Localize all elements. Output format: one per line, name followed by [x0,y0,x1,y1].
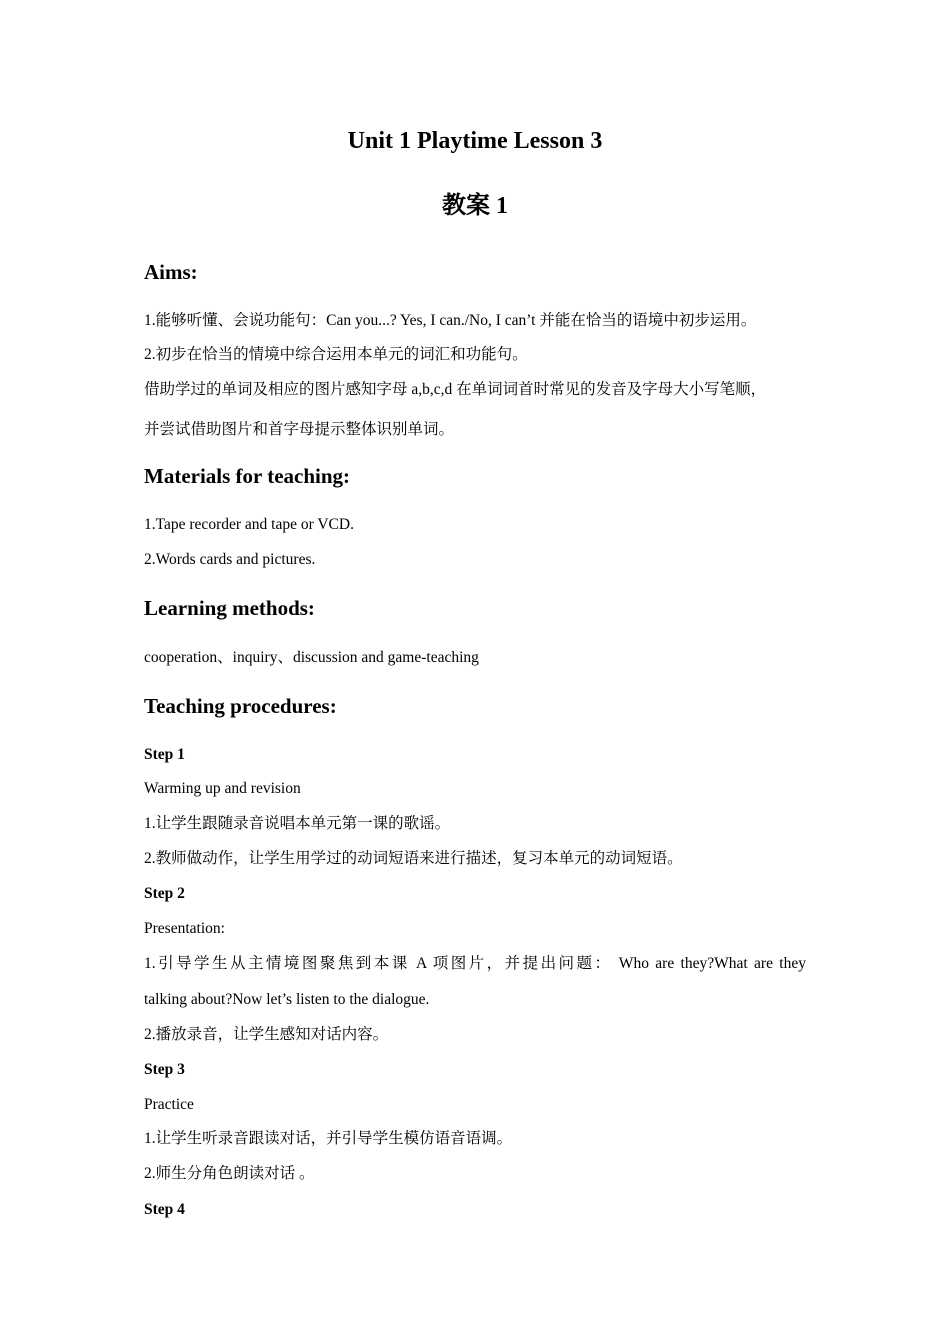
step-2-item: talking about?Now let’s listen to the dialogue. [144,991,430,1008]
materials-item: 1.Tape recorder and tape or VCD. [144,516,354,533]
materials-item: 2.Words cards and pictures. [144,551,316,568]
aims-item: 1.能够听懂、会说功能句：Can you...? Yes, I can./No, I can’t 并能在恰当的语境中初步运用。 [144,312,757,329]
step-2-item: 2.播放录音，让学生感知对话内容。 [144,1026,389,1043]
aims-item: 2.初步在恰当的情境中综合运用本单元的词汇和功能句。 [144,346,528,363]
step-1-label: Step 1 [144,746,185,763]
step-3-item: 1.让学生听录音跟读对话，并引导学生模仿语音语调。 [144,1130,513,1147]
aims-item: 借助学过的单词及相应的图片感知字母 a,b,c,d 在单词词首时常见的发音及字母大小写笔顺， [144,381,767,398]
step-3-name: Practice [144,1096,194,1113]
document-title: Unit 1 Playtime Lesson 3 [347,128,603,154]
materials-heading: Materials for teaching: [144,464,351,488]
step-3-item: 2.师生分角色朗读对话 。 [144,1165,315,1182]
step-3-label: Step 3 [144,1061,185,1078]
methods-text: cooperation、inquiry、discussion and game-teaching [144,649,479,666]
step-2-item: 1.引导学生从主情境图聚焦到本课 A 项图片，并提出问题： Who are they?What are they [144,955,806,972]
methods-heading: Learning methods: [144,596,315,620]
aims-heading: Aims: [144,260,198,284]
step-1-name: Warming up and revision [144,780,301,797]
step-2-label: Step 2 [144,885,185,902]
procedures-heading: Teaching procedures: [144,694,337,718]
document-subtitle: 教案 1 [442,193,508,219]
step-4-label: Step 4 [144,1201,185,1218]
step-2-name: Presentation: [144,920,225,937]
step-1-item: 2.教师做动作，让学生用学过的动词短语来进行描述，复习本单元的动词短语。 [144,850,683,867]
step-1-item: 1.让学生跟随录音说唱本单元第一课的歌谣。 [144,815,451,832]
aims-item: 并尝试借助图片和首字母提示整体识别单词。 [144,421,455,438]
